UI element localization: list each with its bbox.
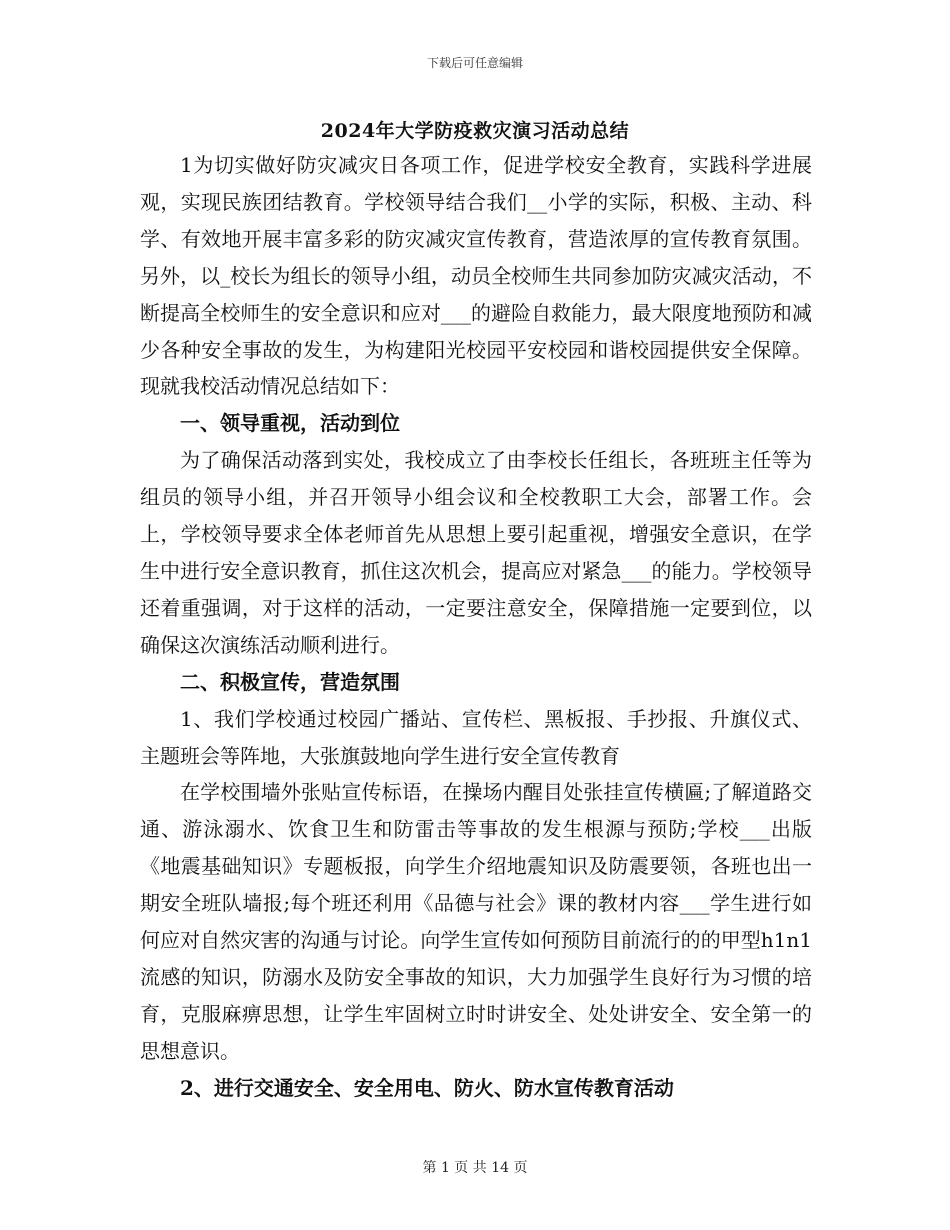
header-note: 下载后可任意编辑 [426,56,523,70]
paragraph-publicity-channels: 1、我们学校通过校园广播站、宣传栏、黑板报、手抄报、升旗仪式、主题班会等阵地，大张旗鼓地向学生进行安全宣传教育 [140,706,812,768]
section-heading-3: 2、进行交通安全、安全用电、防火、防水宣传教育活动 [180,1075,674,1100]
paragraph-leadership: 为了确保活动落到实处，我校成立了由李校长任组长，各班班主任等为组员的领导小组，并召开领导小组会议和全校教职工大会，部署工作。会上，学校领导要求全体老师首先从思想上要引起重视，增强安全意识，在学生中进行安全意识教育，抓住这次机会，提高应对紧急___的能力。学校领导还着重强调，对于这样的活动，一定要注意安全，保障措施一定要到位，以确保这次演练活动顺利进行。 [140,448,812,657]
page-number: 第 1 页 共 14 页 [422,1160,528,1176]
paragraph-intro: 1为切实做好防灾减灾日各项工作，促进学校安全教育，实践科学进展观，实现民族团结教育。学校领导结合我们__小学的实际，积极、主动、科学、有效地开展丰富多彩的防灾减灾宣传教育，营造浓厚的宣传教育氛围。另外，以_校长为组长的领导小组，动员全校师生共同参加防灾减灾活动，不断提高全校师生的安全意识和应对___的避险自救能力，最大限度地预防和减少各种安全事故的发生，为构建阳光校园平安校园和谐校园提供安全保障。现就我校活动情况总结如下： [140,153,812,399]
section-heading-1: 一、领导重视，活动到位 [180,411,400,436]
paragraph-publicity-details: 在学校围墙外张贴宣传标语，在操场内醒目处张挂宣传横匾;了解道路交通、游泳溺水、饮食卫生和防雷击等事故的发生根源与预防;学校___出版《地震基础知识》专题板报，向学生介绍地震知识及防震要领，各班也出一期安全班队墙报;每个班还利用《品德与社会》课的教材内容___学生进行如何应对自然灾害的沟通与讨论。向学生宣传如何预防目前流行的的甲型h1n1流感的知识，防溺水及防安全事故的知识，大力加强学生良好行为习惯的培育，克服麻痹思想，让学生牢固树立时时讲安全、处处讲安全、安全第一的思想意识。 [140,780,812,1063]
document-body [140,147,812,1107]
document-title: 2024年大学防疫救灾演习活动总结 [320,120,630,142]
section-heading-2: 二、积极宣传，营造氛围 [180,669,400,694]
